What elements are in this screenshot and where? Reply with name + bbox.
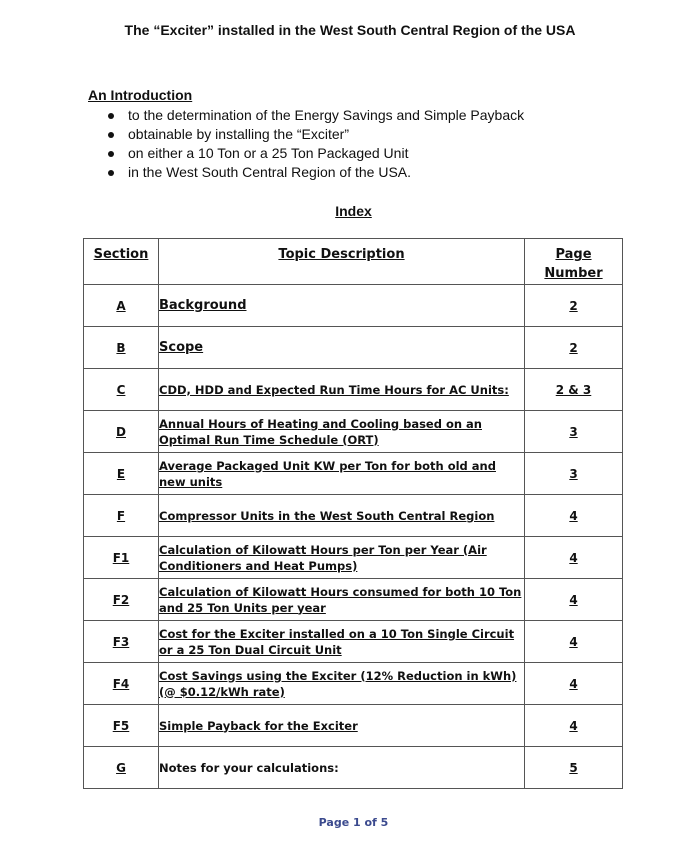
- table-row: [84, 495, 623, 537]
- section-cell: B: [84, 327, 159, 369]
- page-cell: 4: [525, 579, 623, 621]
- table-row: [84, 705, 623, 747]
- table-row: [84, 579, 623, 621]
- section-cell: F5: [84, 705, 159, 747]
- bullet-dot-icon: [108, 151, 114, 157]
- intro-bullet: [108, 106, 524, 125]
- index-heading: Index: [335, 203, 372, 219]
- topic-cell: Background: [159, 285, 525, 327]
- topic-cell: Notes for your calculations:: [159, 747, 525, 789]
- topic-cell: Calculation of Kilowatt Hours consumed for both 10 Ton and 25 Ton Units per year: [159, 579, 525, 621]
- topic-cell: CDD, HDD and Expected Run Time Hours for AC Units:: [159, 369, 525, 411]
- table-row: [84, 537, 623, 579]
- intro-heading: An Introduction: [88, 87, 193, 103]
- topic-cell: Annual Hours of Heating and Cooling based on an Optimal Run Time Schedule (ORT): [159, 411, 525, 453]
- column-header-section: Section: [84, 239, 159, 285]
- intro-bullet-text: to the determination of the Energy Savings and Simple Payback: [128, 107, 525, 123]
- topic-cell: Calculation of Kilowatt Hours per Ton per Year (Air Conditioners and Heat Pumps): [159, 537, 525, 579]
- section-cell: F2: [84, 579, 159, 621]
- topic-cell: Average Packaged Unit KW per Ton for both old and new units: [159, 453, 525, 495]
- index-header-row: [84, 239, 623, 285]
- section-cell: F3: [84, 621, 159, 663]
- page-cell: 2: [525, 285, 623, 327]
- page-cell: 4: [525, 621, 623, 663]
- document-title: The “Exciter” installed in the West South Central Region of the USA: [124, 22, 576, 38]
- page-footer: Page 1 of 5: [318, 816, 389, 829]
- table-row: [84, 621, 623, 663]
- bullet-dot-icon: [108, 170, 114, 176]
- section-cell: E: [84, 453, 159, 495]
- section-cell: D: [84, 411, 159, 453]
- bullet-dot-icon: [108, 132, 114, 138]
- page-cell: 4: [525, 495, 623, 537]
- section-cell: A: [84, 285, 159, 327]
- intro-bullet-text: obtainable by installing the “Exciter”: [128, 126, 350, 142]
- page-cell: 5: [525, 747, 623, 789]
- table-row: [84, 663, 623, 705]
- table-row: [84, 285, 623, 327]
- table-row: [84, 369, 623, 411]
- page-cell: 4: [525, 537, 623, 579]
- table-row: [84, 747, 623, 789]
- page-cell: 2 & 3: [525, 369, 623, 411]
- section-cell: C: [84, 369, 159, 411]
- bullet-dot-icon: [108, 113, 114, 119]
- intro-bullet-list: [108, 106, 524, 182]
- section-cell: G: [84, 747, 159, 789]
- topic-cell: Simple Payback for the Exciter: [159, 705, 525, 747]
- topic-cell: Cost Savings using the Exciter (12% Reduction in kWh) (@ $0.12/kWh rate): [159, 663, 525, 705]
- table-row: [84, 327, 623, 369]
- intro-bullet-text: in the West South Central Region of the USA.: [128, 164, 412, 180]
- table-row: [84, 453, 623, 495]
- intro-bullet: [108, 144, 524, 163]
- page-cell: 4: [525, 663, 623, 705]
- intro-bullet: [108, 125, 524, 144]
- topic-cell: Cost for the Exciter installed on a 10 Ton Single Circuit or a 25 Ton Dual Circuit Unit: [159, 621, 525, 663]
- intro-bullet: [108, 163, 524, 182]
- page-cell: 4: [525, 705, 623, 747]
- page-cell: 3: [525, 453, 623, 495]
- index-table: [83, 238, 623, 789]
- intro-bullet-text: on either a 10 Ton or a 25 Ton Packaged Unit: [128, 145, 409, 161]
- topic-cell: Compressor Units in the West South Central Region: [159, 495, 525, 537]
- section-cell: F: [84, 495, 159, 537]
- table-row: [84, 411, 623, 453]
- column-header-page: Page Number: [525, 239, 623, 285]
- column-header-topic: Topic Description: [159, 239, 525, 285]
- section-cell: F4: [84, 663, 159, 705]
- page-cell: 2: [525, 327, 623, 369]
- topic-cell: Scope: [159, 327, 525, 369]
- page-cell: 3: [525, 411, 623, 453]
- section-cell: F1: [84, 537, 159, 579]
